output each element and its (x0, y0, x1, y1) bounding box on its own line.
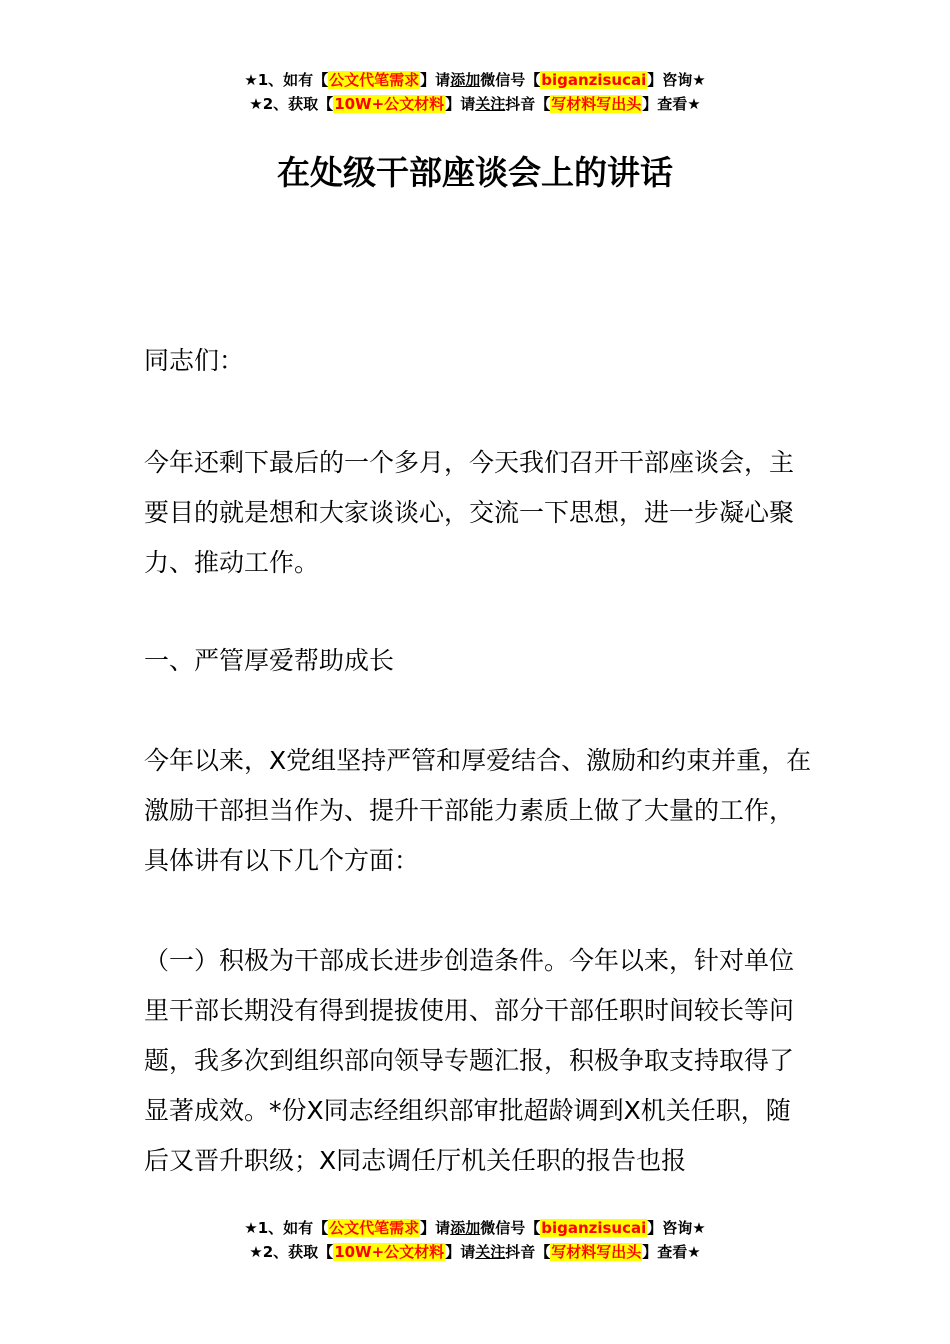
banner-text: ★1、如有【 (244, 1219, 329, 1237)
banner-underline: 添加 (450, 71, 481, 89)
banner-text: 】请 (445, 95, 476, 113)
page-title: 在处级干部座谈会上的讲话 (277, 153, 673, 192)
banner-highlight: 10W+公文材料 (334, 1243, 445, 1261)
banner-text: 微信号【 (480, 1219, 541, 1237)
greeting-text: 同志们： (144, 346, 245, 375)
banner-text: 抖音【 (505, 1243, 551, 1261)
banner-text: ★2、获取【 (249, 95, 334, 113)
banner-line-2 (0, 1240, 950, 1264)
banner-underline: 关注 (475, 1243, 506, 1261)
banner-line-1 (0, 68, 950, 92)
paragraph-text: （一）积极为干部成长进步创造条件。今年以来，针对单位里干部长期没有得到提拔使用、部分干部任职时间较长等问题，我多次到组织部向领导专题汇报，积极争取支持取得了显著成效。*份X同志经组织部审批超龄调到X机关任职，随后又晋升职级；X同志调任厅机关任职的报告也报 (144, 946, 795, 1175)
banner-text: 】咨询★ (647, 71, 706, 89)
banner-text: 】请 (420, 1219, 451, 1237)
banner-highlight: 10W+公文材料 (334, 95, 445, 113)
banner-douyin-id: 写材料写出头 (551, 95, 642, 113)
banner-wechat-id: biganzisucai (541, 71, 647, 89)
banner-highlight: 公文代笔需求 (329, 71, 420, 89)
banner-wechat-id: biganzisucai (541, 1219, 647, 1237)
banner-text: 】请 (445, 1243, 476, 1261)
greeting (144, 336, 814, 386)
banner-text: 】请 (420, 71, 451, 89)
banner-text: ★2、获取【 (249, 1243, 334, 1261)
banner-text: 】查看★ (642, 95, 701, 113)
banner-douyin-id: 写材料写出头 (551, 1243, 642, 1261)
paragraph-text: 今年以来，X党组坚持严管和厚爱结合、激励和约束并重，在激励干部担当作为、提升干部能力素质上做了大量的工作，具体讲有以下几个方面： (144, 746, 812, 875)
paragraph-overview (144, 736, 814, 886)
banner-line-1 (0, 1216, 950, 1240)
banner-text: 抖音【 (505, 95, 551, 113)
section-heading-text: 一、严管厚爱帮助成长 (144, 646, 395, 675)
banner-underline: 关注 (475, 95, 506, 113)
banner-line-2 (0, 92, 950, 116)
banner-text: 】咨询★ (647, 1219, 706, 1237)
paragraph-point-1 (144, 936, 814, 1186)
banner-text: ★1、如有【 (244, 71, 329, 89)
banner-underline: 添加 (450, 1219, 481, 1237)
bottom-banner (0, 1216, 950, 1264)
top-banner (0, 68, 950, 116)
banner-highlight: 公文代笔需求 (329, 1219, 420, 1237)
section-heading-1 (144, 636, 814, 686)
banner-text: 微信号【 (480, 71, 541, 89)
paragraph-text: 今年还剩下最后的一个多月，今天我们召开干部座谈会，主要目的就是想和大家谈谈心，交流一下思想，进一步凝心聚力、推动工作。 (144, 448, 795, 577)
banner-text: 】查看★ (642, 1243, 701, 1261)
paragraph-intro (144, 438, 814, 588)
